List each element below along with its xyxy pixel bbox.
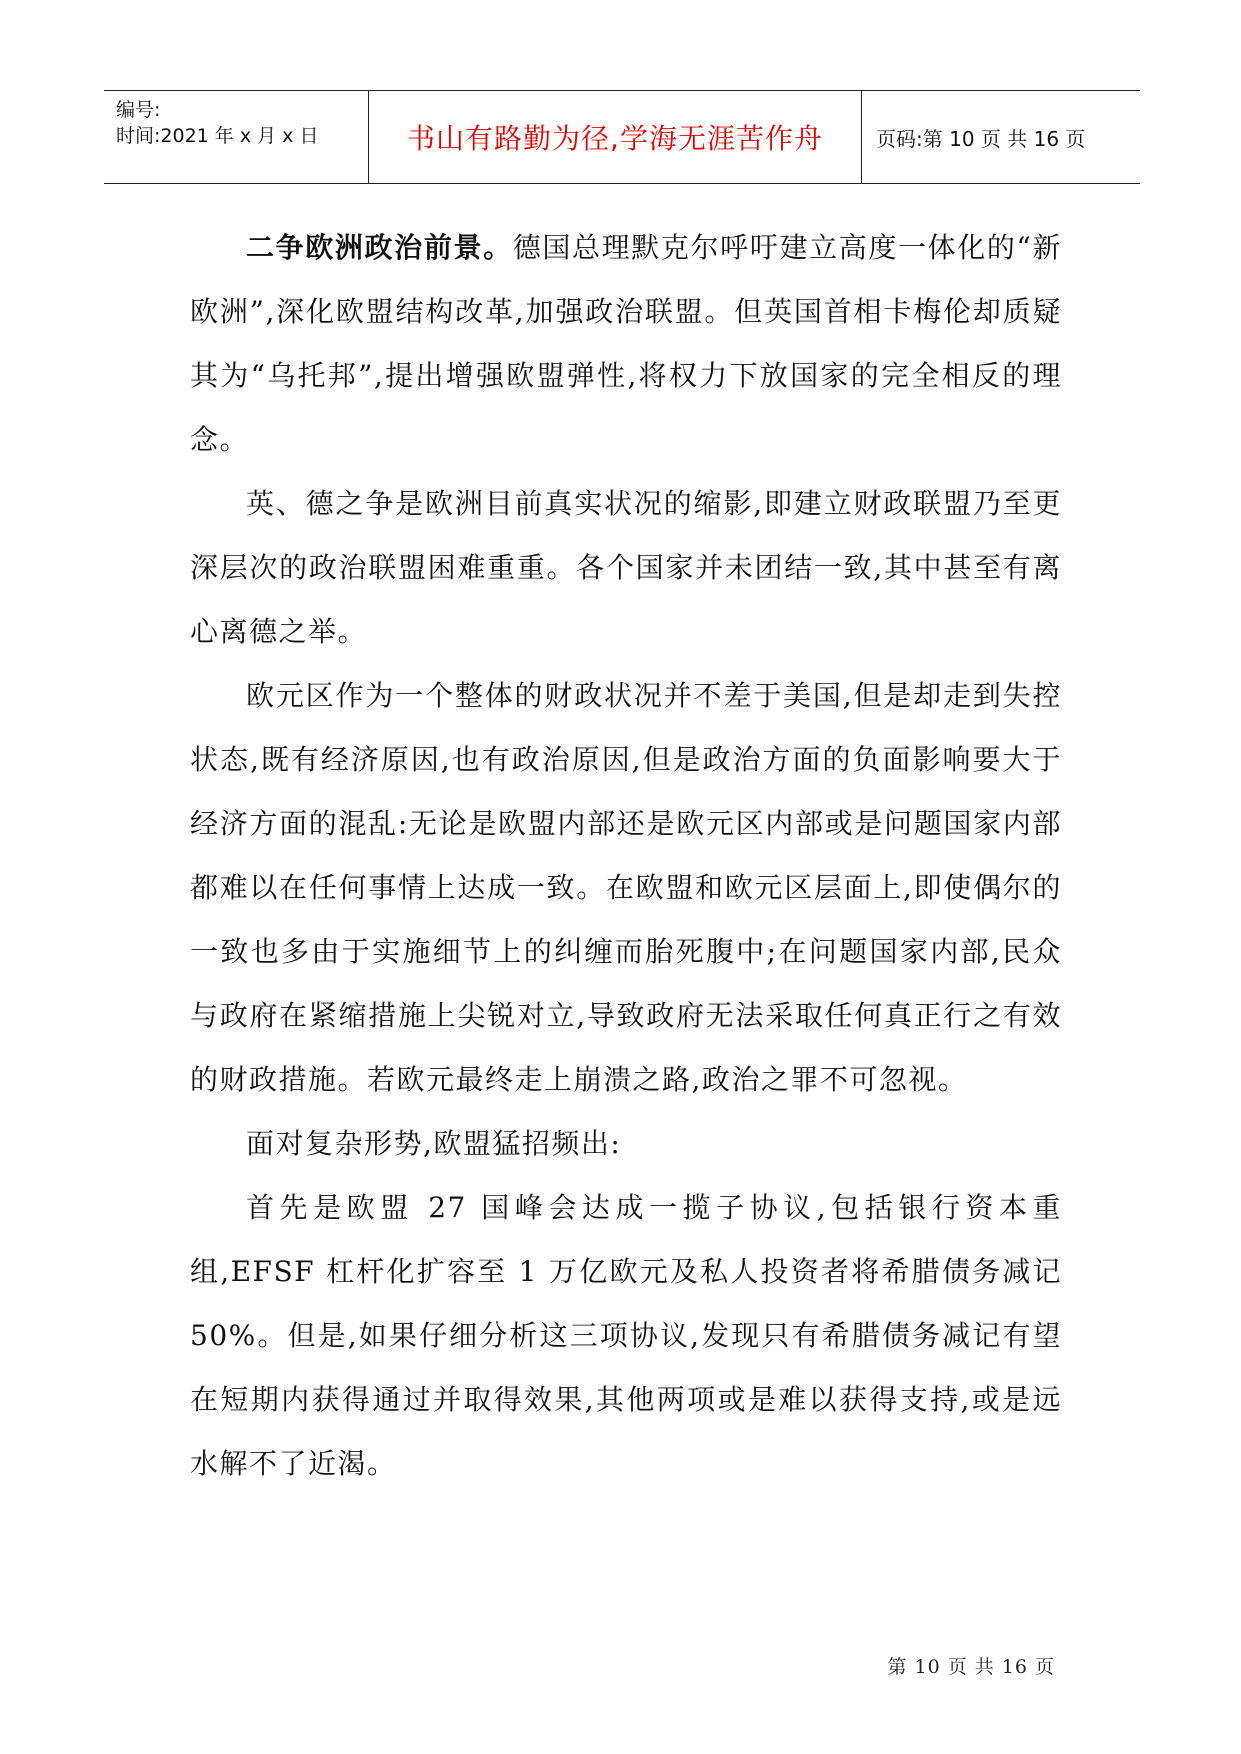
motto-text: 书山有路勤为径,学海无涯苦作舟 [407, 122, 823, 155]
paragraph [190, 472, 1062, 664]
header-meta-cell [104, 91, 369, 183]
paragraph-text: 欧元区作为一个整体的财政状况并不差于美国,但是却走到失控状态,既有经济原因,也有政治原因,但是政治方面的负面影响要大于经济方面的混乱:无论是欧盟内部还是欧元区内部或是问题国家内部都难以在任何事情上达成一致。在欧盟和欧元区层面上,即使偶尔的一致也多由于实施细节上的纠缠而胎死腹中;在问题国家内部,民众与政府在紧缩措施上尖锐对立,导致政府无法采取任何真正行之有效的财政措施。若欧元最终走上崩溃之路,政治之罪不可忽视。 [190, 679, 1062, 1096]
paragraph [190, 1176, 1062, 1496]
serial-number-label: 编号: [116, 99, 161, 121]
page-header [104, 90, 1140, 184]
date-label: 时间:2021 年 x 月 x 日 [116, 125, 319, 147]
paragraph [190, 1112, 1062, 1176]
paragraph [190, 664, 1062, 1112]
paragraph [190, 216, 1062, 472]
page-footer: 第 10 页 共 16 页 [887, 1656, 1055, 1678]
paragraph-text: 英、德之争是欧洲目前真实状况的缩影,即建立财政联盟乃至更深层次的政治联盟困难重重。各个国家并未团结一致,其中甚至有离心离德之举。 [190, 487, 1062, 648]
paragraph-text: 德国总理默克尔呼吁建立高度一体化的“新欧洲”,深化欧盟结构改革,加强政治联盟。但英国首相卡梅伦却质疑其为“乌托邦”,提出增强欧盟弹性,将权力下放国家的完全相反的理念。 [190, 231, 1062, 456]
paragraph-text: 面对复杂形势,欧盟猛招频出: [246, 1127, 622, 1160]
header-page-info: 页码:第 10 页 共 16 页 [876, 126, 1086, 151]
paragraph-lead-heading: 二争欧洲政治前景。 [246, 231, 513, 264]
header-motto-cell [369, 91, 862, 183]
header-page-cell [862, 91, 1140, 183]
document-body [190, 216, 1062, 1496]
paragraph-text: 首先是欧盟 27 国峰会达成一揽子协议,包括银行资本重组,EFSF 杠杆化扩容至 1 万亿欧元及私人投资者将希腊债务减记 50%。但是,如果仔细分析这三项协议,发现只有希腊债务减记有望在短期内获得通过并取得效果,其他两项或是难以获得支持,或是远水解不了近渴。 [190, 1191, 1062, 1480]
